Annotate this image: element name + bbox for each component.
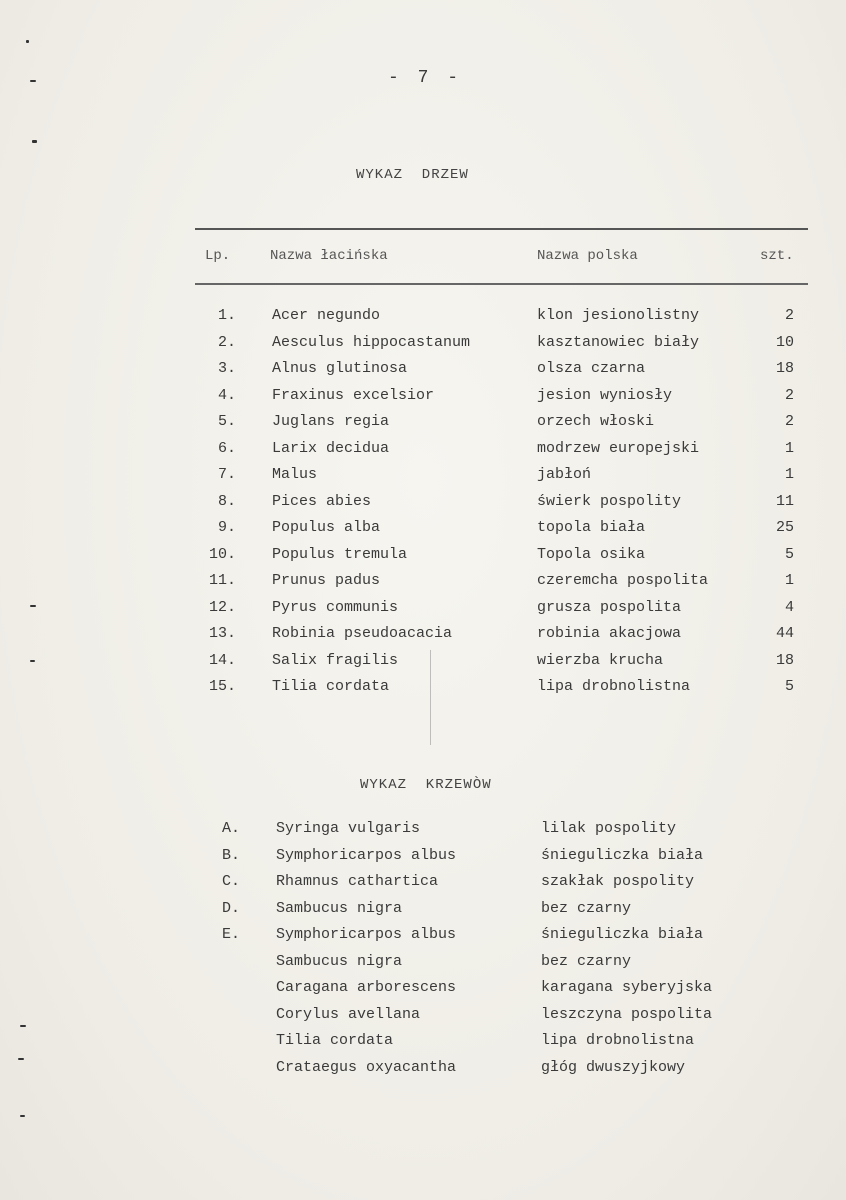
latin-name: Aesculus hippocastanum [272, 333, 471, 351]
polish-name: robinia akacjowa [537, 625, 682, 642]
table-top-rule [195, 228, 808, 230]
latin-name: Tilia cordata [272, 678, 390, 695]
polish-name: olsza czarna [537, 360, 646, 377]
polish-name: leszczyna pospolita [541, 1005, 713, 1023]
table-row [0, 493, 846, 520]
table-row [0, 440, 846, 467]
count: 5 [784, 545, 794, 563]
polish-name: lilak pospolity [541, 820, 677, 837]
row-number: 6. [217, 439, 236, 457]
count: 1 [784, 572, 794, 589]
item-letter: B. [222, 846, 241, 864]
fold-mark [430, 650, 431, 745]
count: 10 [775, 333, 794, 351]
latin-name: Caragana arborescens [276, 979, 457, 996]
count: 18 [775, 651, 794, 669]
count: 11 [775, 492, 794, 510]
latin-name: Robinia pseudoacacia [272, 625, 453, 642]
latin-name: Pyrus communis [272, 598, 399, 616]
speck [26, 40, 29, 43]
header-polish-name: Nazwa polska [537, 248, 638, 264]
polish-name: kasztanowiec biały [537, 333, 700, 351]
row-number: 10. [208, 545, 236, 563]
latin-name: Sambucus nigra [276, 952, 403, 970]
latin-name: Alnus glutinosa [272, 360, 408, 377]
polish-name: modrzew europejski [537, 439, 700, 457]
polish-name: bez czarny [541, 899, 632, 917]
table-row [0, 307, 846, 334]
table-row [0, 652, 846, 679]
list-item [0, 1006, 846, 1033]
header-lp: Lp. [205, 248, 231, 264]
polish-name: szakłak pospolity [541, 873, 695, 890]
polish-name: śnieguliczka biała [541, 926, 704, 943]
polish-name: grusza pospolita [537, 598, 682, 616]
latin-name: Crataegus oxyacantha [276, 1058, 457, 1076]
latin-name: Populus tremula [272, 545, 408, 563]
list-item [0, 953, 846, 980]
list-item [0, 926, 846, 953]
item-letter: A. [222, 820, 241, 837]
item-letter: E. [222, 926, 241, 943]
latin-name: Tilia cordata [276, 1032, 394, 1049]
table-row [0, 678, 846, 705]
list-item [0, 1032, 846, 1059]
table-row [0, 360, 846, 387]
latin-name: Juglans regia [272, 413, 390, 430]
row-number: 11. [208, 572, 236, 589]
count: 2 [784, 386, 794, 404]
polish-name: świerk pospolity [537, 492, 682, 510]
count: 2 [784, 413, 794, 430]
latin-name: Acer negundo [272, 307, 381, 324]
table-header-rule [195, 283, 808, 285]
count: 4 [784, 598, 794, 616]
polish-name: karagana syberyjska [541, 979, 713, 996]
list-item [0, 1059, 846, 1086]
latin-name: Salix fragilis [272, 651, 399, 669]
row-number: 8. [217, 492, 236, 510]
table-row [0, 387, 846, 414]
polish-name: czeremcha pospolita [537, 572, 709, 589]
row-number: 1. [217, 307, 236, 324]
item-letter: C. [222, 873, 241, 890]
polish-name: wierzba krucha [537, 651, 664, 669]
polish-name: klon jesionolistny [537, 307, 700, 324]
row-number: 5. [217, 413, 236, 430]
table-row [0, 466, 846, 493]
item-letter: D. [222, 899, 241, 917]
table-row [0, 413, 846, 440]
latin-name: Symphoricarpos albus [276, 926, 457, 943]
table-row [0, 519, 846, 546]
latin-name: Sambucus nigra [276, 899, 403, 917]
table-row [0, 334, 846, 361]
list-item [0, 979, 846, 1006]
shrubs-list [0, 820, 846, 1085]
row-number: 12. [208, 598, 236, 616]
speck [30, 80, 36, 82]
page-number: - 7 - [387, 68, 462, 88]
trees-table [0, 307, 846, 705]
row-number: 4. [217, 386, 236, 404]
speck [32, 140, 37, 143]
latin-name: Larix decidua [272, 439, 390, 457]
header-latin-name: Nazwa łacińska [270, 248, 388, 264]
row-number: 9. [217, 519, 236, 536]
list-item [0, 820, 846, 847]
polish-name: lipa drobnolistna [541, 1032, 695, 1049]
polish-name: bez czarny [541, 952, 632, 970]
latin-name: Fraxinus excelsior [272, 386, 435, 404]
polish-name: lipa drobnolistna [537, 678, 691, 695]
latin-name: Prunus padus [272, 572, 381, 589]
trees-heading: WYKAZ DRZEW [356, 167, 469, 183]
latin-name: Malus [272, 466, 318, 483]
count: 18 [775, 360, 794, 377]
polish-name: jesion wyniosły [537, 386, 673, 404]
count: 25 [775, 519, 794, 536]
latin-name: Symphoricarpos albus [276, 846, 457, 864]
row-number: 2. [217, 333, 236, 351]
count: 44 [775, 625, 794, 642]
list-item [0, 873, 846, 900]
row-number: 7. [217, 466, 236, 483]
row-number: 15. [208, 678, 236, 695]
polish-name: Topola osika [537, 545, 646, 563]
polish-name: topola biała [537, 519, 646, 536]
count: 1 [784, 466, 794, 483]
row-number: 3. [217, 360, 236, 377]
list-item [0, 847, 846, 874]
latin-name: Populus alba [272, 519, 381, 536]
list-item [0, 900, 846, 927]
header-count: szt. [760, 248, 794, 264]
latin-name: Corylus avellana [276, 1005, 421, 1023]
table-row [0, 625, 846, 652]
table-row [0, 572, 846, 599]
polish-name: orzech włoski [537, 413, 655, 430]
latin-name: Pices abies [272, 492, 372, 510]
row-number: 14. [208, 651, 236, 669]
latin-name: Syringa vulgaris [276, 820, 421, 837]
shrubs-heading: WYKAZ KRZEWÒW [360, 777, 492, 793]
polish-name: śnieguliczka biała [541, 846, 704, 864]
table-row [0, 599, 846, 626]
count: 5 [784, 678, 794, 695]
polish-name: głóg dwuszyjkowy [541, 1058, 686, 1076]
speck [20, 1115, 25, 1117]
count: 2 [784, 307, 794, 324]
row-number: 13. [208, 625, 236, 642]
table-row [0, 546, 846, 573]
latin-name: Rhamnus cathartica [276, 873, 439, 890]
polish-name: jabłoń [537, 466, 592, 483]
count: 1 [784, 439, 794, 457]
